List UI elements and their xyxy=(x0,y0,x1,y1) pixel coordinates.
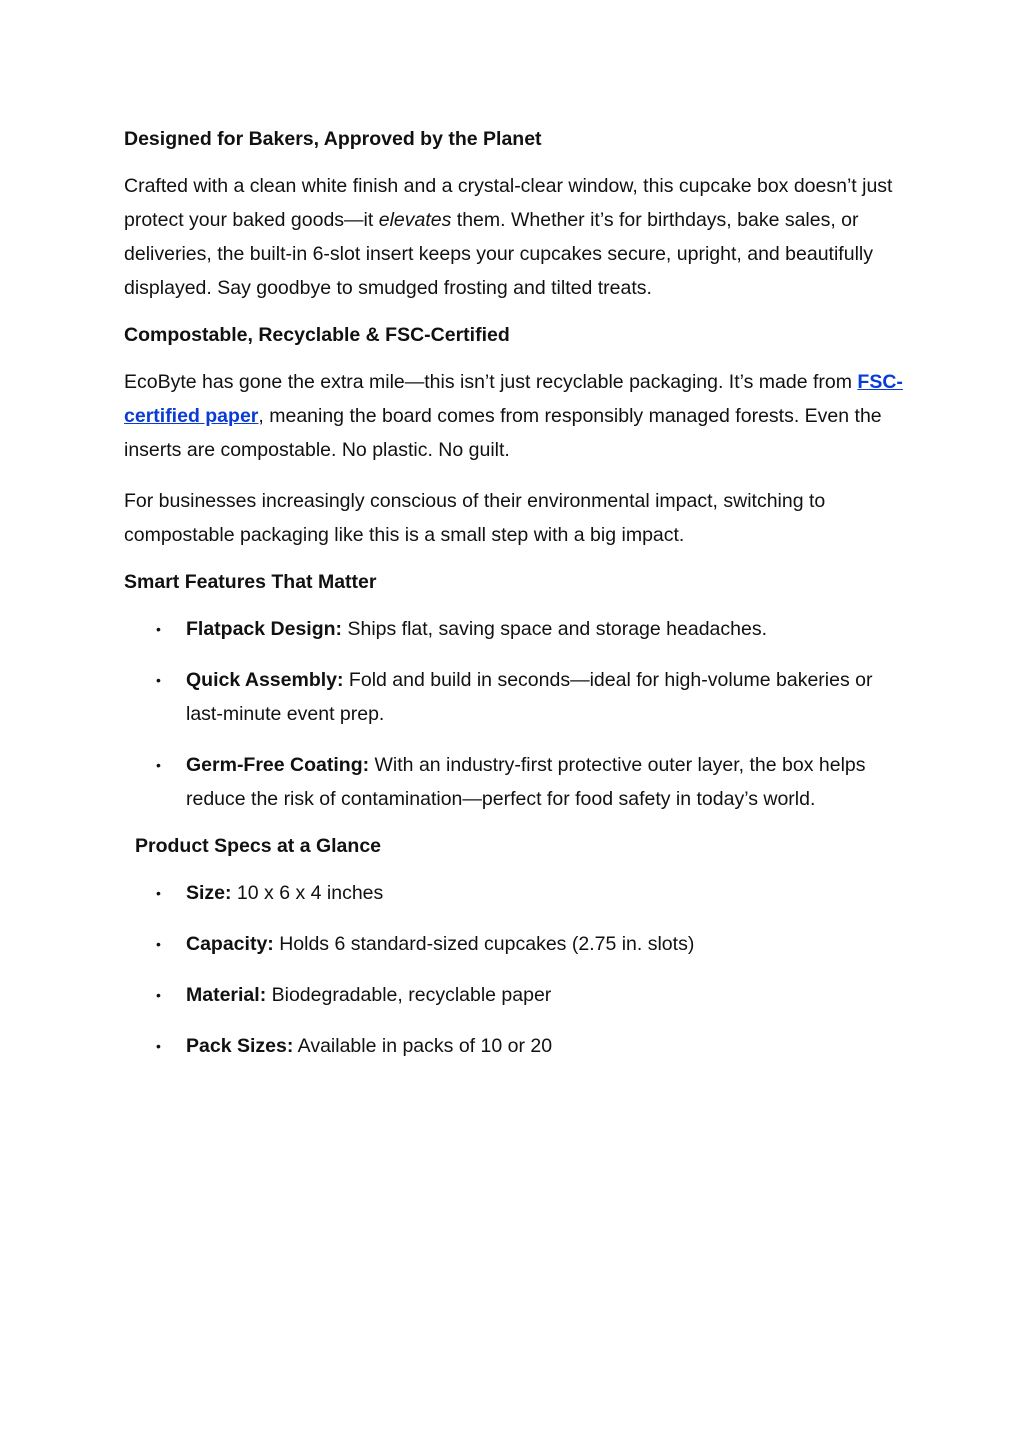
bullet-icon: • xyxy=(156,757,161,773)
paragraph-crafted-part2: them. Whether it’s for birthdays, bake sales, or deliveries, the built-in 6-slot insert keeps your cupcakes secure, upright, and beautifully displayed. Say goodbye to smudged frosting and tilted treats. xyxy=(124,209,873,299)
list-item-material xyxy=(124,978,904,1012)
bullet-icon: • xyxy=(156,621,161,637)
list-item-capacity xyxy=(124,927,904,961)
heading-designed-for-bakers: Designed for Bakers, Approved by the Planet xyxy=(124,128,542,150)
paragraph-crafted xyxy=(124,169,904,305)
document-page xyxy=(124,126,904,1080)
list-item-text: Holds 6 standard-sized cupcakes (2.75 in. slots) xyxy=(273,933,695,955)
list-item-size xyxy=(124,876,904,910)
list-item-germ-free xyxy=(124,748,904,816)
list-item-label: Quick Assembly: xyxy=(186,669,344,691)
list-item-label: Size: xyxy=(186,882,232,904)
list-item-text: Ships flat, saving space and storage headaches. xyxy=(342,618,767,640)
list-item-label: Material: xyxy=(186,984,267,1006)
heading-compostable: Compostable, Recyclable & FSC-Certified xyxy=(124,324,510,346)
fsc-certified-paper-link[interactable]: FSC-certified paper xyxy=(124,371,903,427)
features-list xyxy=(124,612,904,816)
bullet-icon: • xyxy=(156,987,161,1003)
list-item-quick-assembly xyxy=(124,663,904,731)
paragraph-ecobyte-part2: , meaning the board comes from responsibly managed forests. Even the inserts are compostable. No plastic. No guilt. xyxy=(124,405,882,461)
list-item-text: With an industry-first protective outer layer, the box helps reduce the risk of contamination—perfect for food safety in today’s world. xyxy=(186,754,866,810)
paragraph-crafted-part1: Crafted with a clean white finish and a crystal-clear window, this cupcake box doesn’t just protect your baked goods—it xyxy=(124,175,893,231)
bullet-icon: • xyxy=(156,1038,161,1054)
paragraph-ecobyte xyxy=(124,365,904,467)
list-item-label: Flatpack Design: xyxy=(186,618,343,640)
list-item-label: Pack Sizes: xyxy=(186,1035,294,1057)
list-item-text: 10 x 6 x 4 inches xyxy=(231,882,384,904)
specs-list xyxy=(124,876,904,1063)
heading-product-specs: Product Specs at a Glance xyxy=(135,835,382,857)
list-item-label: Capacity: xyxy=(186,933,274,955)
bullet-icon: • xyxy=(156,936,161,952)
list-item-label: Germ-Free Coating: xyxy=(186,754,370,776)
list-item-text: Biodegradable, recyclable paper xyxy=(266,984,552,1006)
list-item-pack-sizes xyxy=(124,1029,904,1063)
bullet-icon: • xyxy=(156,672,161,688)
paragraph-businesses: For businesses increasingly conscious of their environmental impact, switching to compostable packaging like this is a small step with a big impact. xyxy=(124,490,826,546)
emphasis-elevates: elevates xyxy=(378,209,452,231)
list-item-flatpack xyxy=(124,612,904,646)
bullet-icon: • xyxy=(156,885,161,901)
paragraph-ecobyte-part1: EcoByte has gone the extra mile—this isn’t just recyclable packaging. It’s made from xyxy=(124,371,858,393)
list-item-text: Available in packs of 10 or 20 xyxy=(293,1035,553,1057)
heading-smart-features: Smart Features That Matter xyxy=(124,571,377,593)
list-item-text: Fold and build in seconds—ideal for high-volume bakeries or last-minute event prep. xyxy=(186,669,873,725)
